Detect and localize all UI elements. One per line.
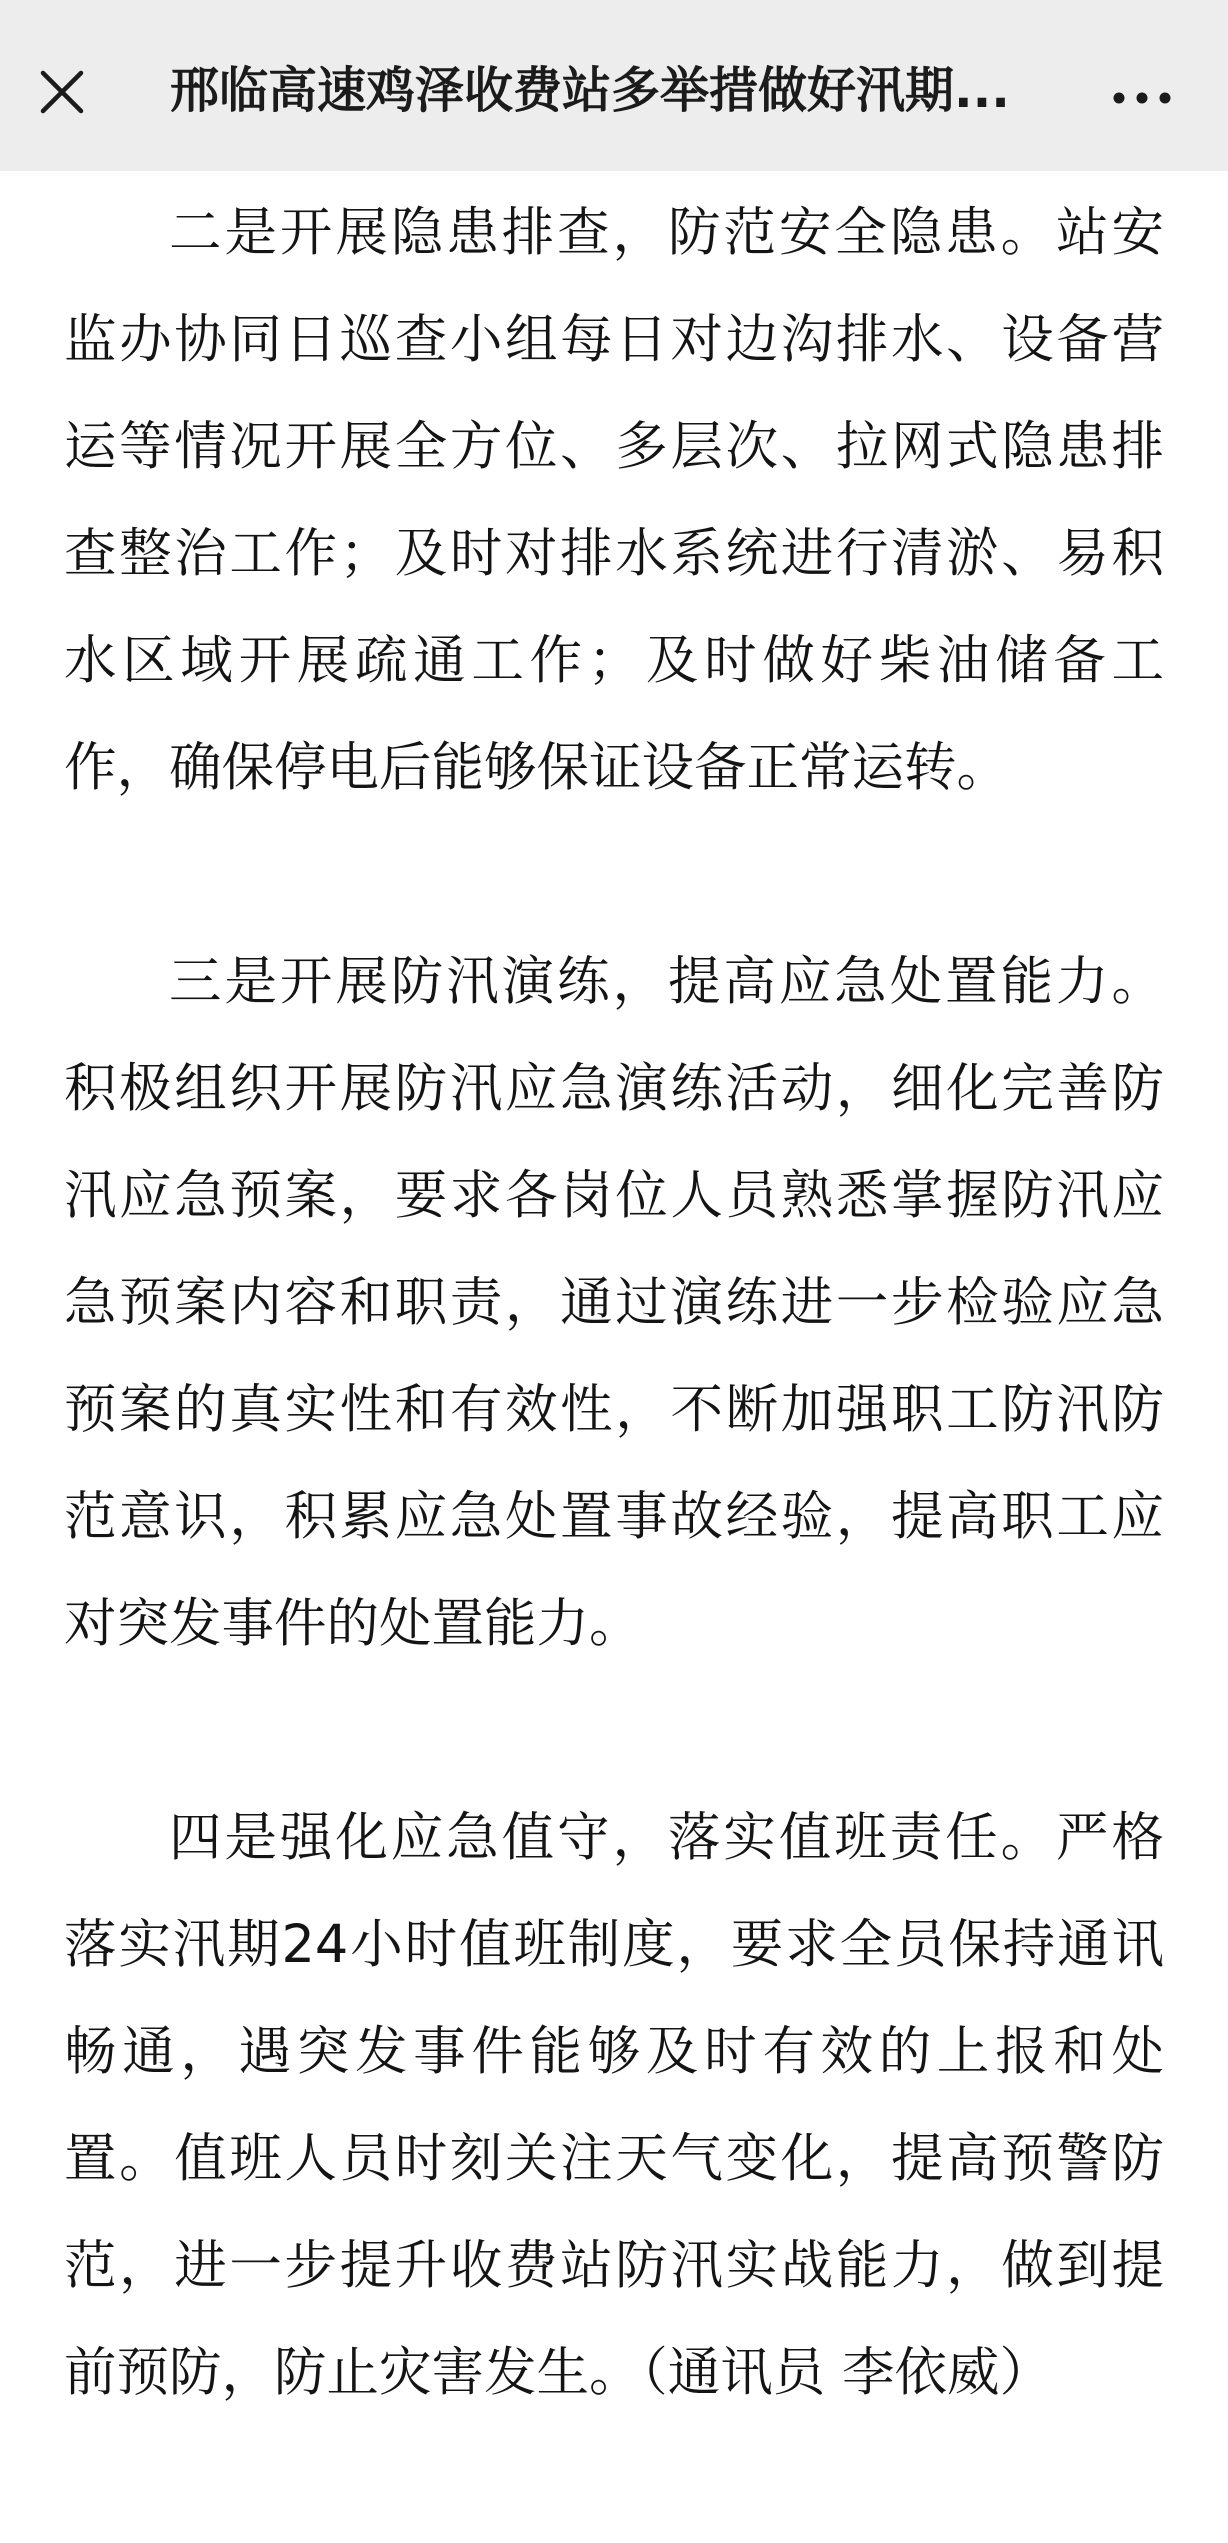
article-paragraph: 四是强化应急值守，落实值班责任。严格落实汛期24小时值班制度，要求全员保持通讯畅通，遇突发事件能够及时有效的上报和处置。值班人员时刻关注天气变化，提高预警防范，进一步提升收费站防汛实战能力，做到提前预防，防止灾害发生。（通讯员 李依威） bbox=[64, 1807, 1164, 2403]
page-title: 邢临高速鸡泽收费站多举措做好汛期... bbox=[170, 62, 1010, 119]
top-navigation-bar bbox=[0, 0, 1228, 171]
close-button[interactable] bbox=[34, 64, 90, 120]
article-paragraph: 三是开展防汛演练，提高应急处置能力。积极组织开展防汛应急演练活动，细化完善防汛应急预案，要求各岗位人员熟悉掌握防汛应急预案内容和职责，通过演练进一步检验应急预案的真实性和有效性，不断加强职工防汛防范意识，积累应急处置事故经验，提高职工应对突发事件的处置能力。 bbox=[64, 951, 1164, 1654]
article-body bbox=[64, 171, 1164, 2426]
close-icon bbox=[39, 69, 85, 115]
more-horizontal-icon bbox=[1112, 91, 1172, 105]
article-paragraph: 二是开展隐患排查，防范安全隐患。站安监办协同日巡查小组每日对边沟排水、设备营运等情况开展全方位、多层次、拉网式隐患排查整治工作；及时对排水系统进行清淤、易积水区域开展疏通工作；及时做好柴油储备工作，确保停电后能够保证设备正常运转。 bbox=[64, 202, 1164, 798]
more-options-button[interactable] bbox=[1102, 74, 1182, 122]
